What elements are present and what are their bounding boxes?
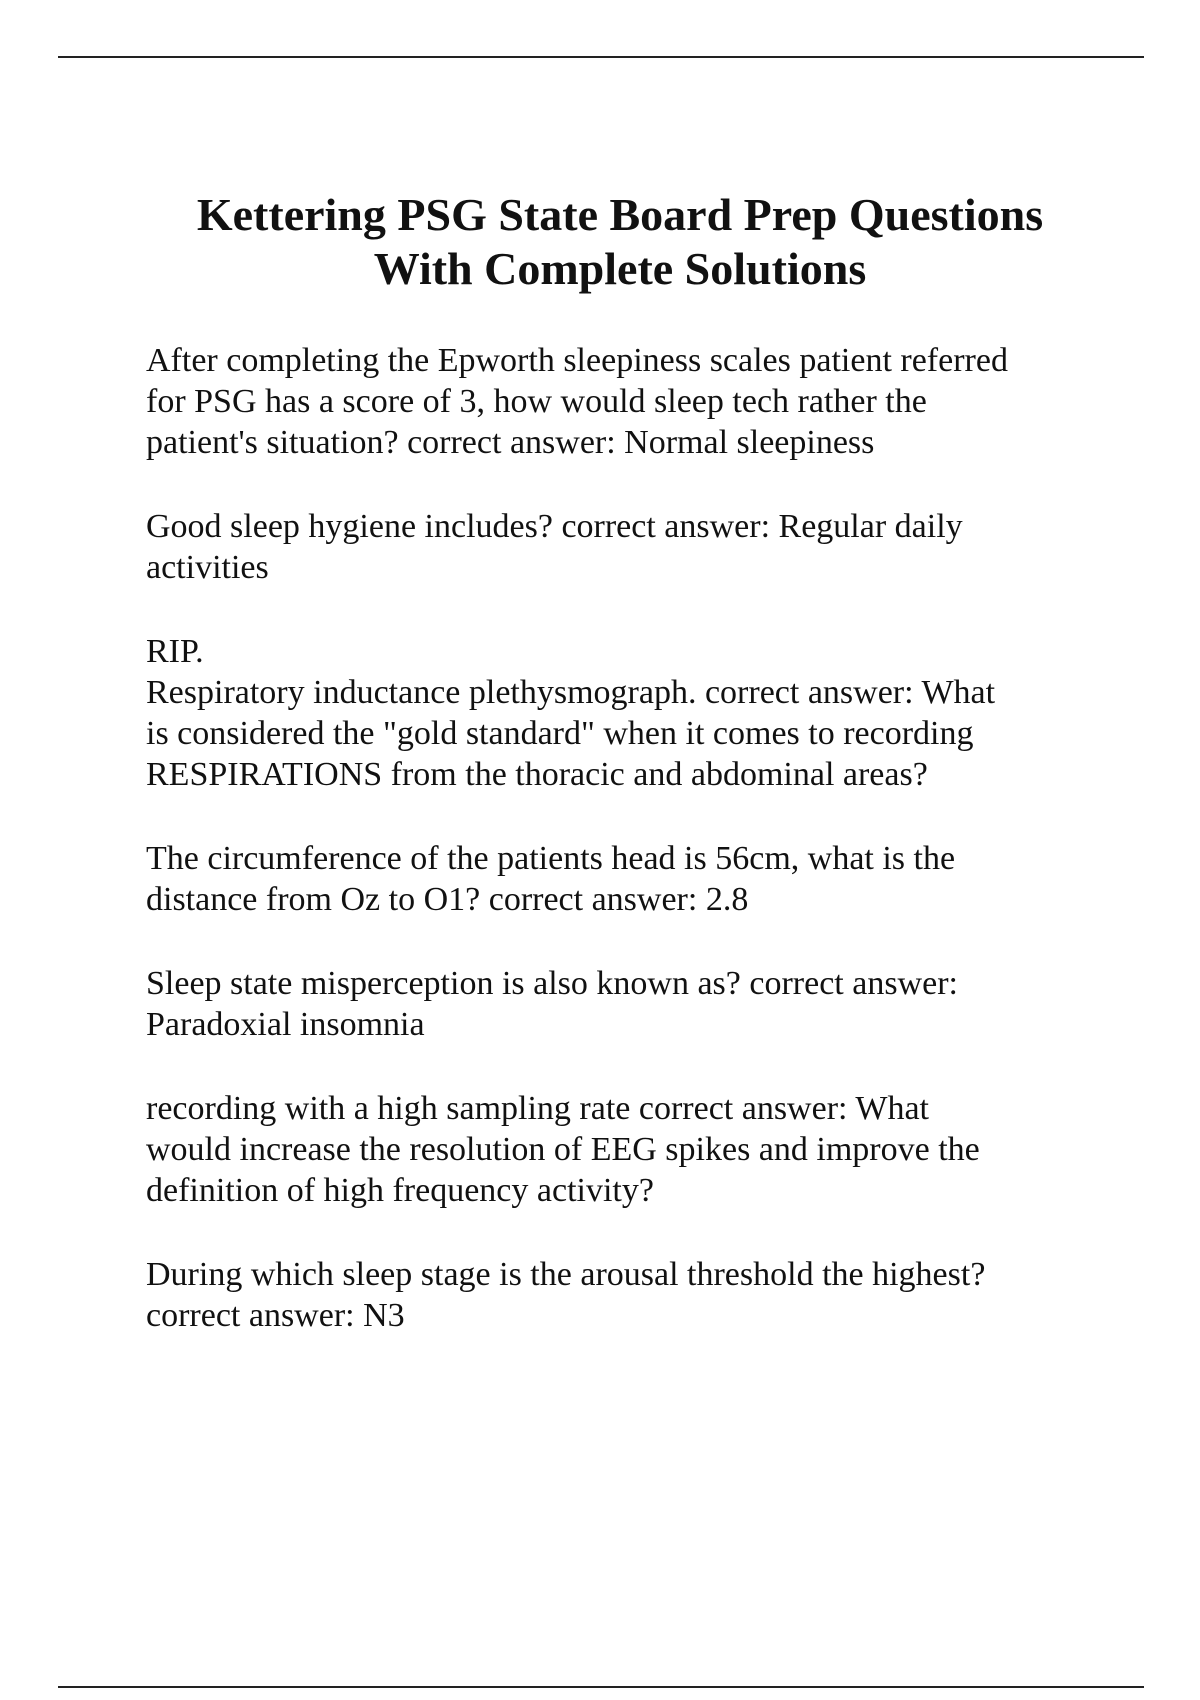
qa-line: patient's situation? correct answer: Normal sleepiness	[146, 424, 875, 461]
qa-line: would increase the resolution of EEG spikes and improve the	[146, 1131, 980, 1168]
qa-block-arousal-threshold	[146, 1254, 1086, 1336]
bottom-divider	[58, 1686, 1144, 1688]
qa-line: After completing the Epworth sleepiness scales patient referred	[146, 342, 1008, 379]
qa-line: distance from Oz to O1? correct answer: 2.8	[146, 881, 749, 918]
qa-block-head-circumference	[146, 838, 1086, 920]
qa-line: for PSG has a score of 3, how would sleep tech rather the	[146, 383, 927, 420]
qa-block-sampling-rate	[146, 1088, 1086, 1211]
qa-block-rip	[146, 631, 1086, 795]
qa-block-sleep-hygiene	[146, 506, 1086, 588]
qa-line: recording with a high sampling rate correct answer: What	[146, 1090, 929, 1127]
qa-line: Sleep state misperception is also known as? correct answer:	[146, 965, 958, 1002]
title-line-2: With Complete Solutions	[373, 243, 867, 294]
document-body	[146, 340, 1086, 1379]
qa-line: Respiratory inductance plethysmograph. correct answer: What	[146, 674, 996, 711]
qa-line: activities	[146, 549, 269, 586]
document-title	[100, 188, 1140, 296]
qa-block-epworth	[146, 340, 1086, 463]
qa-line: The circumference of the patients head is 56cm, what is the	[146, 840, 956, 877]
qa-line: During which sleep stage is the arousal threshold the highest?	[146, 1256, 986, 1293]
qa-line: RESPIRATIONS from the thoracic and abdominal areas?	[146, 756, 928, 793]
qa-line: definition of high frequency activity?	[146, 1172, 654, 1209]
qa-line: Good sleep hygiene includes? correct answer: Regular daily	[146, 508, 963, 545]
top-divider	[58, 56, 1144, 58]
qa-line: RIP.	[146, 633, 204, 670]
qa-block-sleep-state-misperception	[146, 963, 1086, 1045]
title-line-1: Kettering PSG State Board Prep Questions	[196, 189, 1044, 240]
qa-line: is considered the "gold standard" when it comes to recording	[146, 715, 974, 752]
qa-line: Paradoxial insomnia	[146, 1006, 425, 1043]
qa-line: correct answer: N3	[146, 1297, 405, 1334]
